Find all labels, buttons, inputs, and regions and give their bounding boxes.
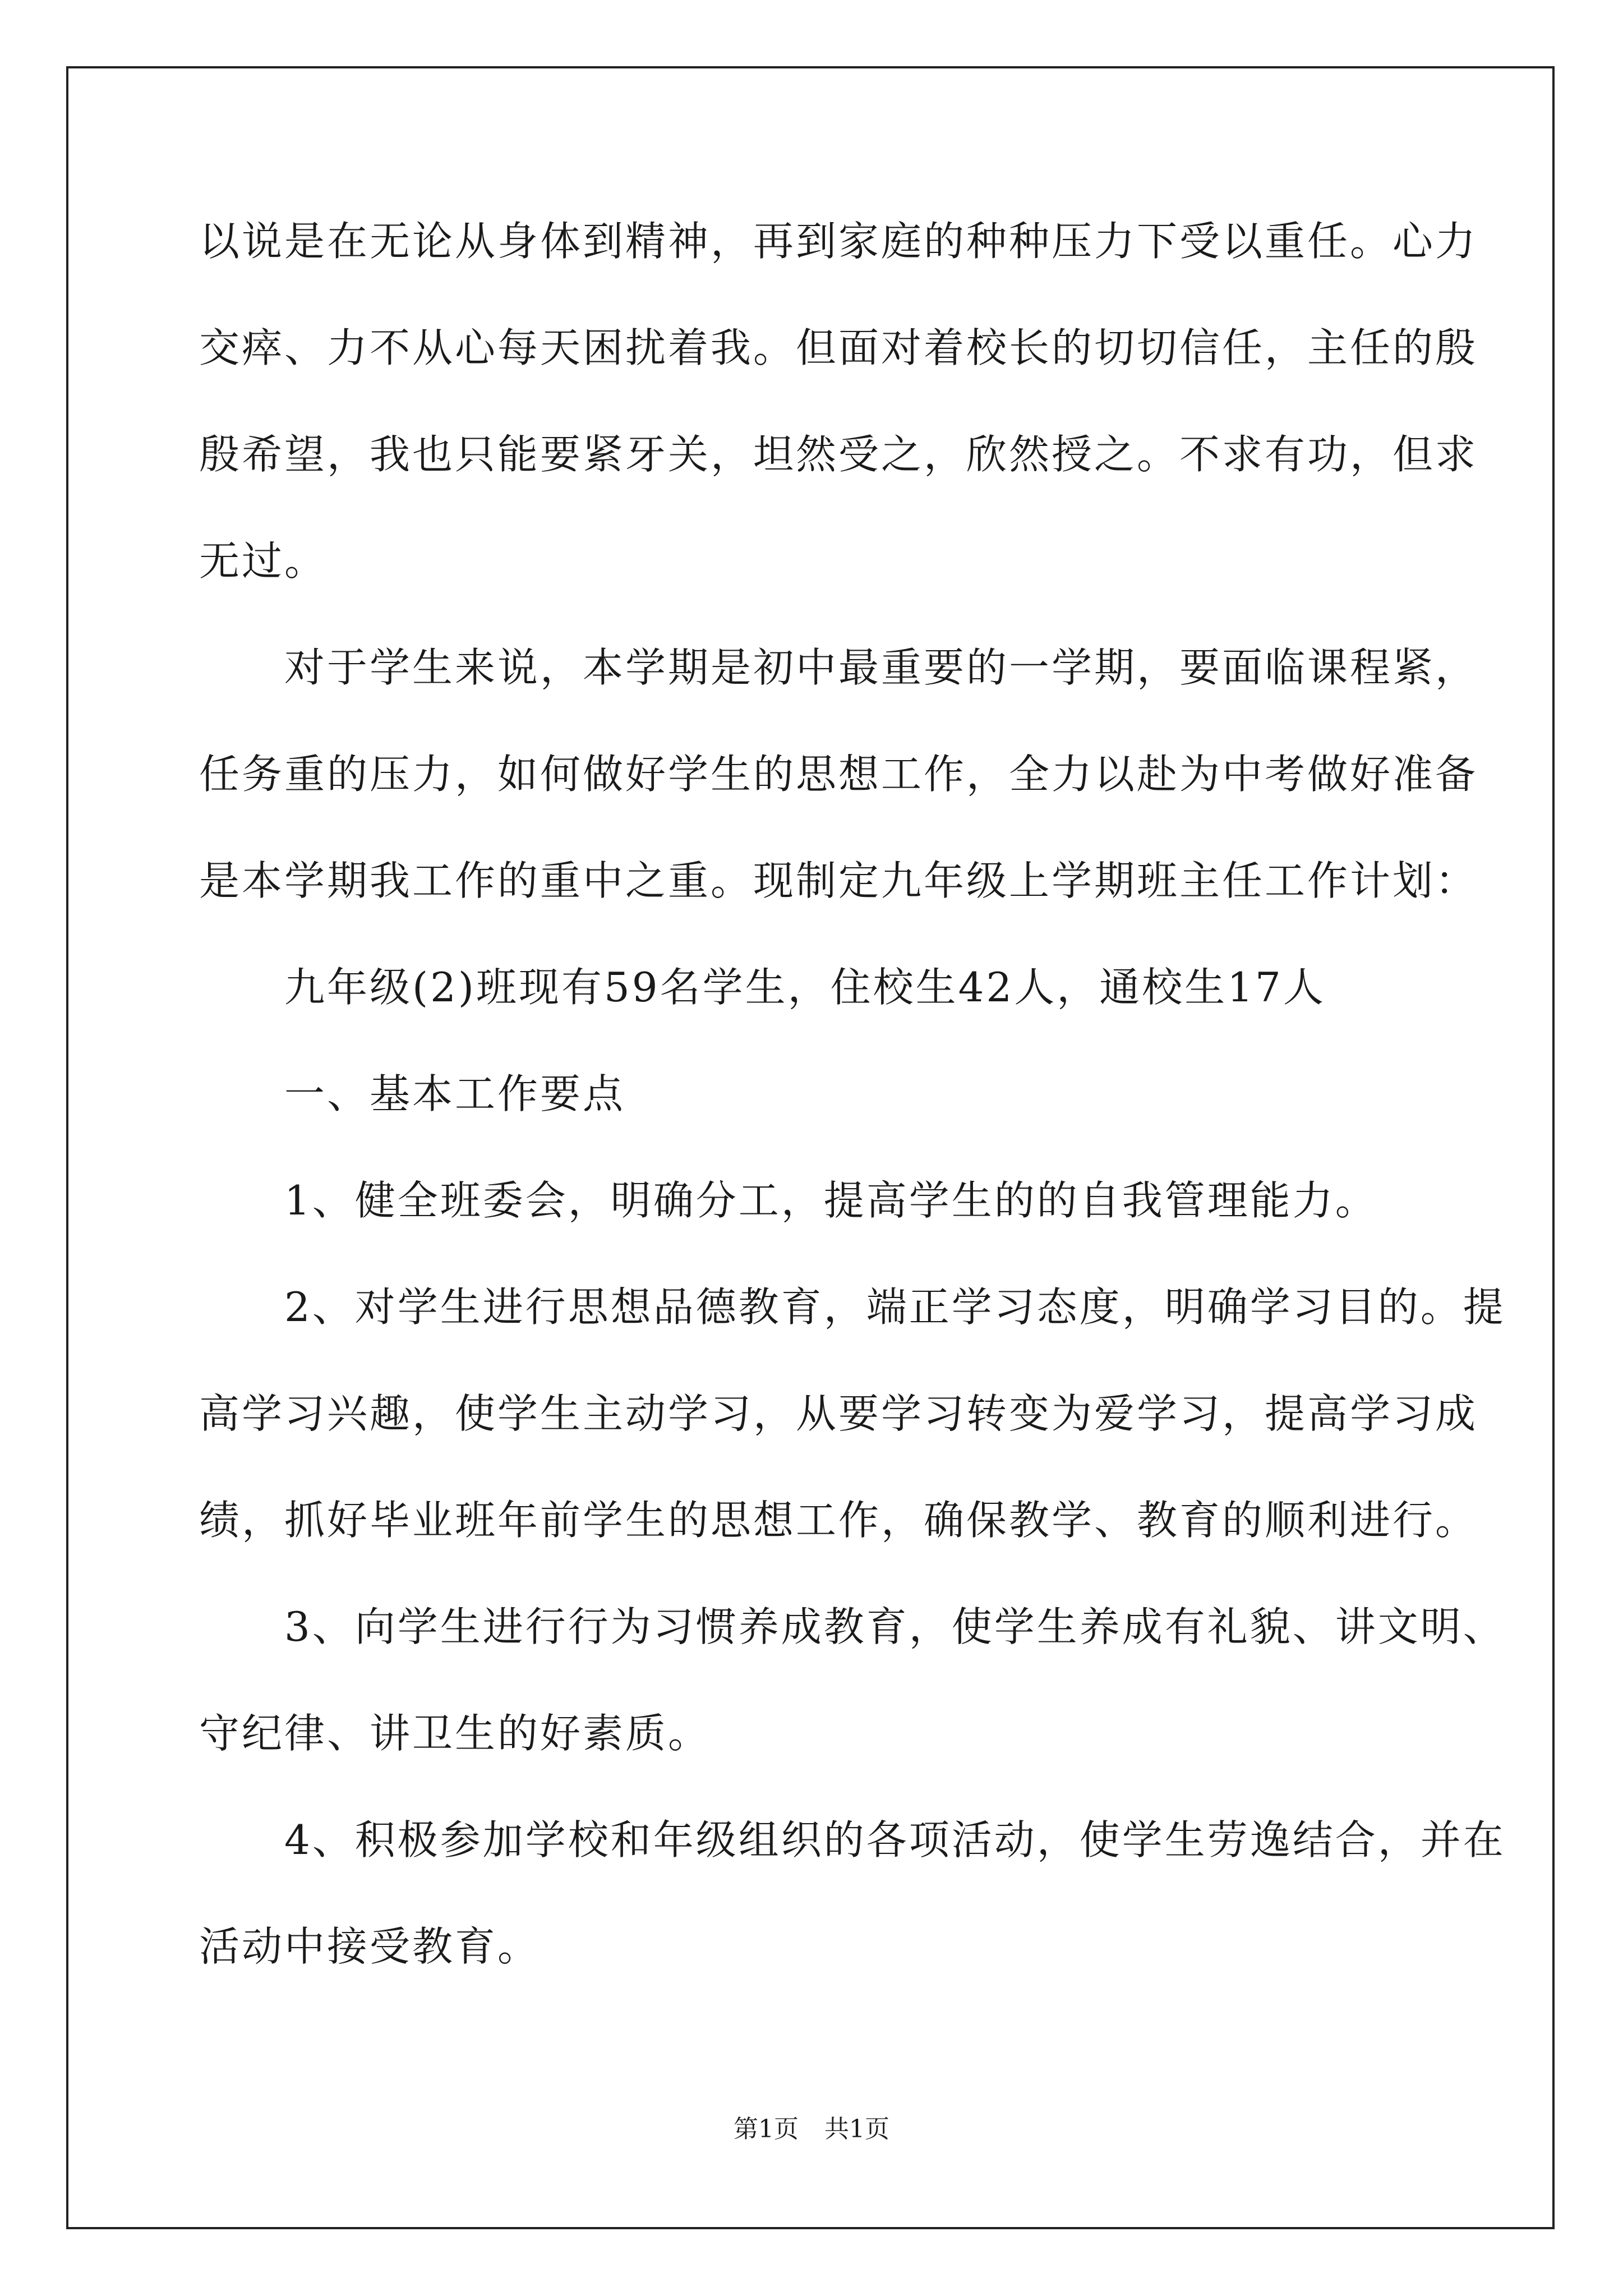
text-line: 3、向学生进行行为习惯养成教育，使学生养成有礼貌、讲文明、 (199, 1603, 1506, 1650)
text-line: 无过。 (199, 537, 328, 585)
text-line: 交瘁、力不从心每天困扰着我。但面对着校长的切切信任，主任的殷 (199, 324, 1478, 371)
text-line: 高学习兴趣，使学生主动学习，从要学习转变为爱学习，提高学习成 (199, 1390, 1478, 1437)
text-line: 1、健全班委会，明确分工，提高学生的的自我管理能力。 (199, 1177, 1378, 1224)
text-line: 守纪律、讲卫生的好素质。 (199, 1710, 711, 1757)
page-total: 共1页 (824, 2115, 889, 2143)
page-footer (0, 2113, 1623, 2146)
text-line: 2、对学生进行思想品德教育，端正学习态度，明确学习目的。提 (199, 1283, 1506, 1331)
text-line: 以说是在无论从身体到精神，再到家庭的种种压力下受以重任。心力 (199, 218, 1478, 265)
section-heading: 一、基本工作要点 (199, 1070, 626, 1117)
text-line: 对于学生来说，本学期是初中最重要的一学期，要面临课程紧， (199, 644, 1478, 691)
page-number: 第1页 (734, 2115, 799, 2143)
page-frame (66, 66, 1555, 2229)
text-line: 绩，抓好毕业班年前学生的思想工作，确保教学、教育的顺利进行。 (199, 1497, 1478, 1544)
text-line: 殷希望，我也只能要紧牙关，坦然受之，欣然授之。不求有功，但求 (199, 431, 1478, 478)
text-line: 活动中接受教育。 (199, 1923, 541, 1970)
text-line: 是本学期我工作的重中之重。现制定九年级上学期班主任工作计划： (199, 857, 1478, 904)
text-line: 九年级(2)班现有59名学生，住校生42人，通校生17人 (199, 964, 1326, 1011)
text-line: 任务重的压力，如何做好学生的思想工作，全力以赴为中考做好准备 (199, 751, 1478, 798)
text-line: 4、积极参加学校和年级组织的各项活动，使学生劳逸结合，并在 (199, 1816, 1506, 1864)
